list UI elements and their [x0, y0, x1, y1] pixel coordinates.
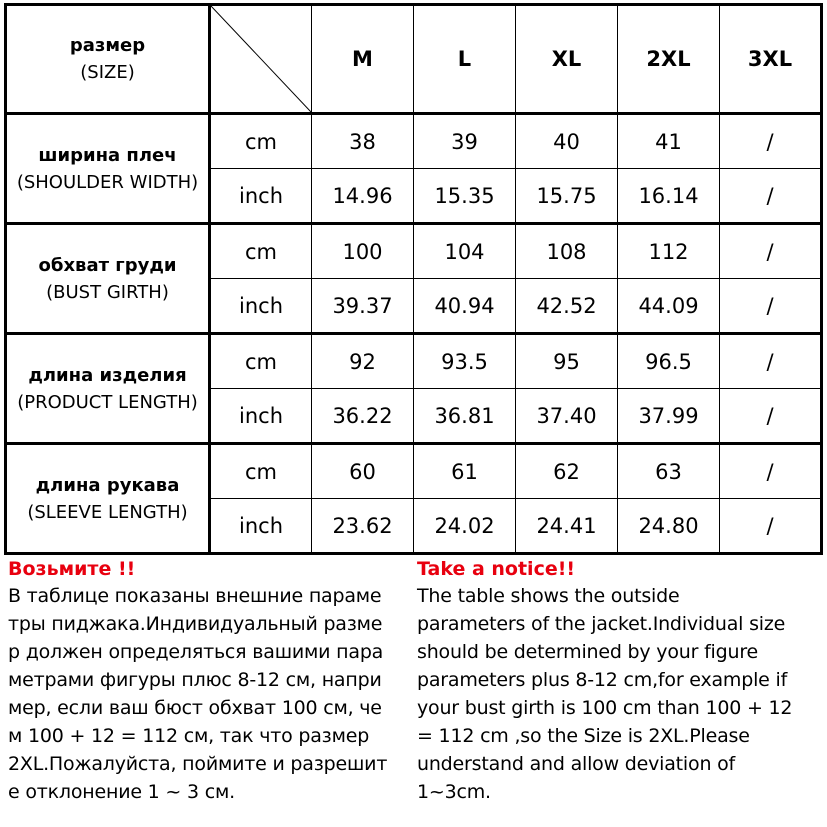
measurement-label-ru: длина изделия [28, 364, 187, 386]
measurement-row [6, 334, 822, 389]
size-col-header: 3XL [720, 5, 822, 114]
value-cell: 92 [312, 334, 414, 389]
measurement-label-ru: ширина плеч [38, 144, 177, 166]
measurement-label-ru: длина рукава [35, 474, 180, 496]
notice-line-en: parameters plus 8-12 cm,for example if [417, 669, 788, 691]
notice-line-en: parameters of the jacket.Individual size [417, 613, 786, 635]
notice-line-ru: р должен определяться вашими пара [8, 641, 384, 663]
value-cell: 14.96 [312, 169, 414, 224]
value-cell: / [720, 279, 822, 334]
value-cell: / [720, 169, 822, 224]
notice-body-en [417, 582, 822, 806]
value-cell: 39 [414, 114, 516, 169]
notice-line-en: your bust girth is 100 cm than 100 + 12 [417, 697, 793, 719]
size-col-header: 2XL [618, 5, 720, 114]
value-cell: 63 [618, 444, 720, 499]
size-col-header: M [312, 5, 414, 114]
value-cell: 62 [516, 444, 618, 499]
value-cell: 40 [516, 114, 618, 169]
value-cell: 108 [516, 224, 618, 279]
unit-cell: cm [210, 444, 312, 499]
value-cell: 96.5 [618, 334, 720, 389]
value-cell: 36.81 [414, 389, 516, 444]
notice-line-ru: мер, если ваш бюст обхват 100 см, че [8, 697, 382, 719]
value-cell: 15.75 [516, 169, 618, 224]
size-header-ru: размер [69, 35, 146, 56]
notice-line-en: = 112 cm ,so the Size is 2XL.Please [417, 725, 750, 747]
value-cell: / [720, 334, 822, 389]
unit-cell: cm [210, 224, 312, 279]
measurement-row [6, 114, 822, 169]
size-table [4, 3, 823, 555]
measurement-label-cell [6, 114, 210, 224]
notice-line-ru: В таблице показаны внешние параме [8, 585, 382, 607]
value-cell: 42.52 [516, 279, 618, 334]
value-cell: 15.35 [414, 169, 516, 224]
measurement-label-ru: обхват груди [38, 254, 177, 276]
value-cell: / [720, 224, 822, 279]
value-cell: 104 [414, 224, 516, 279]
value-cell: 37.40 [516, 389, 618, 444]
notice-line-ru: 2XL.Пожалуйста, поймите и разрешит [8, 753, 388, 775]
size-chart [4, 3, 822, 553]
value-cell: 112 [618, 224, 720, 279]
unit-cell: cm [210, 114, 312, 169]
notice-title-en: Take a notice!! [417, 558, 576, 580]
value-cell: / [720, 389, 822, 444]
value-cell: 37.99 [618, 389, 720, 444]
value-cell: 95 [516, 334, 618, 389]
unit-cell: inch [210, 499, 312, 554]
notice-line-en: should be determined by your figure [417, 641, 759, 663]
diagonal-line [211, 6, 311, 112]
value-cell: 38 [312, 114, 414, 169]
notice-line-en: understand and allow deviation of [417, 753, 736, 775]
value-cell: 23.62 [312, 499, 414, 554]
size-col-header: XL [516, 5, 618, 114]
value-cell: 36.22 [312, 389, 414, 444]
unit-cell: inch [210, 279, 312, 334]
value-cell: 24.02 [414, 499, 516, 554]
unit-cell: inch [210, 169, 312, 224]
notice-line-ru: е отклонение 1 ~ 3 см. [8, 781, 235, 803]
unit-cell: inch [210, 389, 312, 444]
measurement-label-en: (PRODUCT LENGTH) [17, 391, 198, 413]
notice-title-ru: Возьмите !! [8, 558, 136, 580]
measurement-label-en: (SHOULDER WIDTH) [16, 171, 199, 193]
notice-line-en: The table shows the outside [417, 585, 680, 607]
measurement-row [6, 224, 822, 279]
size-header-cell [6, 5, 210, 114]
value-cell: / [720, 114, 822, 169]
notice-ru [8, 556, 408, 806]
value-cell: 41 [618, 114, 720, 169]
notice-line-ru: тры пиджака.Индивидуальный разме [8, 613, 383, 635]
value-cell: 39.37 [312, 279, 414, 334]
size-header-en: (SIZE) [80, 62, 135, 83]
value-cell: 93.5 [414, 334, 516, 389]
measurement-label-en: (BUST GIRTH) [46, 281, 169, 303]
size-col-header: L [414, 5, 516, 114]
measurement-label-cell [6, 444, 210, 554]
value-cell: 24.41 [516, 499, 618, 554]
value-cell: 40.94 [414, 279, 516, 334]
notice-en [417, 556, 822, 806]
measurement-row [6, 444, 822, 499]
header-row [6, 5, 822, 114]
notice-line-ru: м 100 + 12 = 112 см, так что размер [8, 725, 370, 747]
notice-line-en: 1~3cm. [417, 781, 491, 803]
measurement-label-cell [6, 334, 210, 444]
diagonal-corner-cell [210, 5, 312, 114]
measurement-label-cell [6, 224, 210, 334]
notice-line-ru: метрами фигуры плюс 8-12 см, напри [8, 669, 382, 691]
notice-body-ru [8, 582, 408, 806]
value-cell: / [720, 444, 822, 499]
value-cell: 16.14 [618, 169, 720, 224]
value-cell: 44.09 [618, 279, 720, 334]
unit-cell: cm [210, 334, 312, 389]
notes-section [0, 556, 827, 827]
value-cell: / [720, 499, 822, 554]
measurement-label-en: (SLEEVE LENGTH) [27, 501, 188, 523]
value-cell: 100 [312, 224, 414, 279]
value-cell: 60 [312, 444, 414, 499]
value-cell: 61 [414, 444, 516, 499]
value-cell: 24.80 [618, 499, 720, 554]
